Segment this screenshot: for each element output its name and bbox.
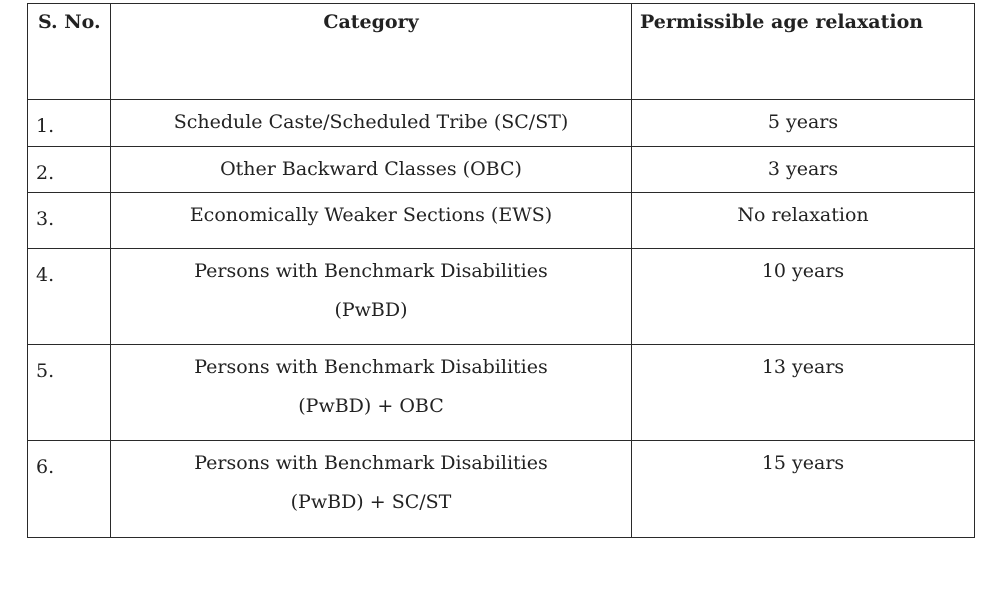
row-relaxation bbox=[632, 249, 975, 345]
serial-text: 1. bbox=[36, 115, 55, 137]
table-row bbox=[28, 249, 975, 345]
age-relaxation-table bbox=[27, 3, 975, 538]
header-serial-line2: No. bbox=[64, 11, 101, 33]
table-row bbox=[28, 100, 975, 147]
category-text: Persons with Benchmark Disabilities bbox=[194, 356, 548, 378]
table-row bbox=[28, 441, 975, 538]
relaxation-text: 3 years bbox=[767, 158, 839, 180]
header-serial-line1: S. bbox=[38, 11, 58, 33]
category-text: Persons with Benchmark Disabilities bbox=[194, 452, 548, 474]
relaxation-text: 10 years bbox=[761, 260, 845, 282]
table-header-row bbox=[28, 4, 975, 100]
header-serial-number bbox=[28, 4, 111, 100]
header-relaxation: Permissible age relaxation bbox=[632, 4, 975, 100]
category-text: Other Backward Classes (OBC) bbox=[220, 158, 522, 180]
table-row bbox=[28, 193, 975, 249]
category-text: Persons with Benchmark Disabilities bbox=[194, 260, 548, 282]
table-row bbox=[28, 345, 975, 441]
category-text: Economically Weaker Sections (EWS) bbox=[189, 204, 553, 226]
header-category: Category bbox=[111, 4, 632, 100]
row-serial bbox=[28, 147, 111, 193]
category-text: Schedule Caste/Scheduled Tribe (SC/ST) bbox=[173, 111, 569, 133]
row-relaxation bbox=[632, 345, 975, 441]
row-category bbox=[111, 100, 632, 147]
category-text-line2: (PwBD) + OBC bbox=[298, 395, 444, 417]
row-serial bbox=[28, 193, 111, 249]
serial-text: 2. bbox=[36, 162, 55, 184]
serial-text: 3. bbox=[36, 208, 55, 230]
relaxation-text: No relaxation bbox=[737, 204, 869, 226]
row-category bbox=[111, 193, 632, 249]
row-category bbox=[111, 345, 632, 441]
table-row bbox=[28, 147, 975, 193]
relaxation-text: 5 years bbox=[767, 111, 839, 133]
category-text-line2: (PwBD) bbox=[334, 299, 408, 321]
row-relaxation bbox=[632, 147, 975, 193]
row-serial bbox=[28, 345, 111, 441]
serial-text: 6. bbox=[36, 456, 55, 478]
row-category bbox=[111, 441, 632, 538]
row-relaxation bbox=[632, 441, 975, 538]
relaxation-text: 15 years bbox=[761, 452, 845, 474]
serial-text: 5. bbox=[36, 360, 55, 382]
row-relaxation bbox=[632, 193, 975, 249]
row-category bbox=[111, 147, 632, 193]
row-relaxation bbox=[632, 100, 975, 147]
row-serial bbox=[28, 249, 111, 345]
relaxation-text: 13 years bbox=[761, 356, 845, 378]
row-category bbox=[111, 249, 632, 345]
row-serial bbox=[28, 100, 111, 147]
category-text-line2: (PwBD) + SC/ST bbox=[290, 491, 452, 513]
serial-text: 4. bbox=[36, 264, 55, 286]
row-serial bbox=[28, 441, 111, 538]
